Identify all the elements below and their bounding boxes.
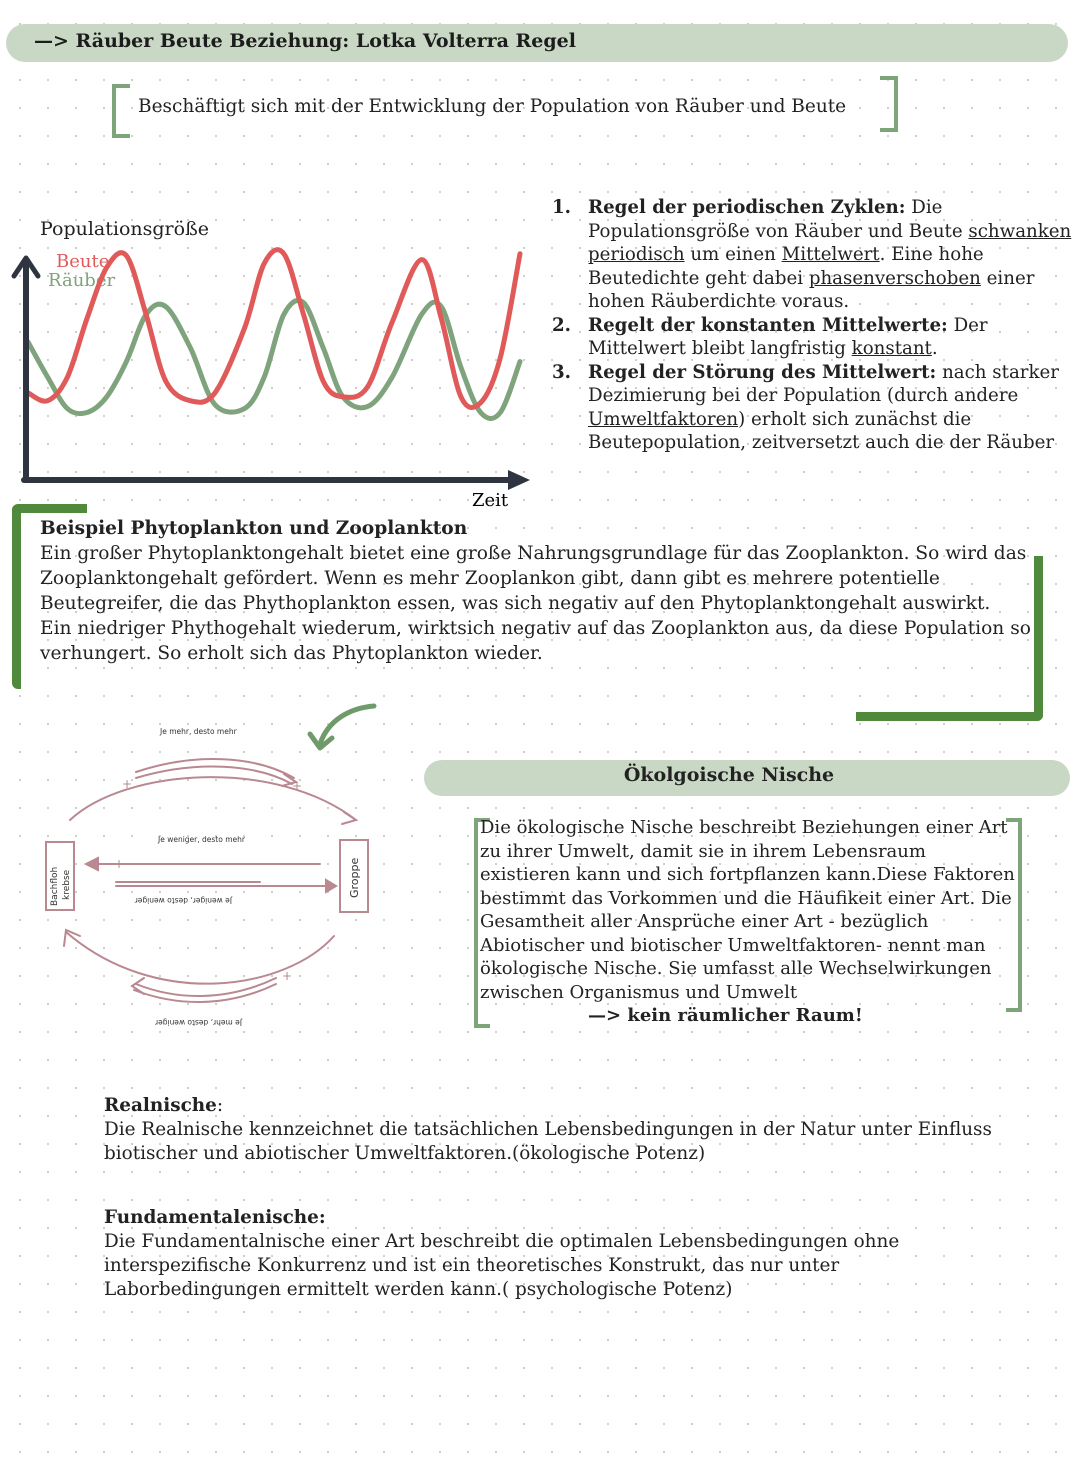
rule-3	[552, 361, 1072, 455]
predator-prey-diagram	[36, 720, 386, 1040]
label-je-weniger-desto-mehr: Je weniger, desto mehr	[158, 835, 245, 844]
rule-2-text: Der Mittelwert bleibt langfristig	[588, 314, 988, 359]
realnische-section	[104, 1094, 1004, 1166]
legend-raeuber: Räuber	[48, 270, 116, 291]
plus-sign-icon: +	[122, 777, 133, 791]
label-je-mehr-desto-mehr: Je mehr, desto mehr	[160, 727, 237, 736]
fundamentalnische-text: Die Fundamentalnische einer Art beschreibt die optimalen Lebensbedingungen ohne interspezifische Konkurrenz und ist ein theoretisches Konstrukt, das nur unter Laborbedingungen ermittelt werden kann.( psychologische Potenz)	[104, 1231, 900, 1300]
rule-3-number: 3.	[552, 361, 571, 383]
rule-1-underline: phasenverschoben	[808, 267, 981, 289]
rule-2	[552, 314, 1072, 361]
page-title: —> Räuber Beute Beziehung: Lotka Volterra Regel	[34, 30, 576, 52]
minus-sign-icon: -	[264, 857, 269, 871]
intro-text: Beschäftigt sich mit der Entwicklung der Population von Räuber und Beute	[138, 96, 847, 117]
rule-1-text: einer hohen Räuberdichte voraus.	[588, 267, 1035, 312]
realnische-text: Die Realnische kennzeichnet die tatsächlichen Lebensbedingungen in der Natur unter Einfluss biotischer und abiotischer Umweltfaktoren.(ökologische Potenz)	[104, 1119, 992, 1164]
rules-list	[552, 196, 1072, 455]
outer-bottom-arc	[66, 932, 334, 984]
nische-text-block	[480, 816, 1015, 1028]
rule-1-number: 1.	[552, 197, 571, 218]
plus-sign-icon: +	[114, 857, 125, 871]
series-line-beute	[28, 250, 520, 408]
plus-sign-icon: +	[282, 969, 293, 983]
chart-ylabel: Populationsgröße	[40, 218, 210, 240]
rule-1-text: um einen	[684, 244, 782, 265]
label-je-mehr-desto-weniger: Je mehr, desto weniger	[155, 1018, 242, 1027]
example-title: Beispiel Phytoplankton und Zooplankton	[40, 518, 468, 539]
outer-top-arc	[70, 777, 356, 820]
realnische-title: Realnische	[104, 1095, 217, 1116]
rule-2-text: .	[931, 338, 938, 359]
rule-3-text: nach starker Dezimierung bei der Population (durch andere	[588, 361, 1059, 406]
plus-sign-icon: +	[292, 779, 303, 793]
rule-1	[552, 196, 1072, 314]
label-je-weniger-desto-weniger: Je weniger, desto weniger	[134, 896, 232, 905]
rule-2-underline: konstant	[851, 338, 932, 359]
realnische-colon: :	[216, 1095, 224, 1116]
rule-3-underline: Umweltfaktoren	[588, 408, 739, 430]
box-groppe-label: Groppe	[348, 857, 361, 898]
series-line-raeuber	[28, 300, 520, 418]
nische-definition: Die ökologische Nische beschreibt Beziehungen einer Art zu ihrer Umwelt, damit sie in ihrem Lebensraum existieren kann und sich fortpflanzen kann.Diese Faktoren bestimmt das Vorkommen und die Häufikeit einer Art. Die Gesamtheit aller Ansprüche einer Art - bezüglich Abiotischer und biotischer Umweltfaktoren- nennt man ökologische Nische. Sie umfasst alle Wechselwirkungen zwischen Organismus und Umwelt	[480, 817, 1015, 1003]
x-axis-arrow-icon	[508, 470, 530, 490]
rule-1-title: Regel der periodischen Zyklen:	[588, 197, 906, 218]
rule-1-text: . Eine hohe Beutedichte geht dabei	[588, 244, 984, 289]
example-paragraph-2: Ein niedriger Phythogehalt wiederum, wirktsich negativ auf das Zooplankton aus, da diese Population so verhungert. So erholt sich das Phytoplankton wieder.	[40, 618, 1031, 664]
fundamentalnische-section	[104, 1206, 1004, 1302]
example-section	[40, 516, 1040, 666]
rule-1-underline: Mittelwert	[781, 244, 880, 265]
box-bachflohkrebse-label-2: krebse	[62, 869, 72, 900]
nische-title: Ökolgoische Nische	[623, 764, 835, 786]
middle-top-arrowhead	[86, 858, 98, 870]
intro-bracket-left	[112, 84, 130, 138]
rule-3-text: ) erholt sich zunächst die Beutepopulation, zeitversetzt auch die der Räuber	[588, 408, 1055, 453]
middle-bottom-arrowhead	[326, 880, 336, 892]
rule-1-text: Die Populationsgröße von Räuber und Beute	[588, 197, 969, 242]
rule-2-number: 2.	[552, 314, 571, 336]
intro-bracket-right	[880, 76, 898, 132]
legend-beute: Beute	[56, 251, 110, 272]
chart-series-layer	[28, 250, 520, 419]
rule-1-underline: schwanken periodisch	[588, 220, 1072, 265]
nische-footer: —> kein räumlicher Raum!	[588, 1005, 863, 1026]
minus-sign-icon: -	[134, 977, 139, 991]
example-paragraph-1: Ein großer Phytoplanktongehalt bietet eine große Nahrungsgrundlage für das Zooplankton. So wird das Zooplanktongehalt gefördert. Wenn es mehr Zooplankon gibt, dann gibt es mehrere potentielle Beutegreifer, die das Phythoplankton essen, was sich negativ auf den Phytoplanktongehalt auswirkt.	[40, 543, 1027, 614]
rule-2-title: Regelt der konstanten Mittelwerte:	[588, 314, 948, 336]
chart-xlabel: Zeit	[472, 490, 509, 511]
rule-3-title: Regel der Störung des Mittelwert:	[588, 361, 937, 383]
box-bachflohkrebse-label-1: Bachfloh	[50, 866, 60, 906]
lotka-volterra-chart	[0, 200, 545, 520]
fundamentalnische-title: Fundamentalenische:	[104, 1207, 326, 1228]
